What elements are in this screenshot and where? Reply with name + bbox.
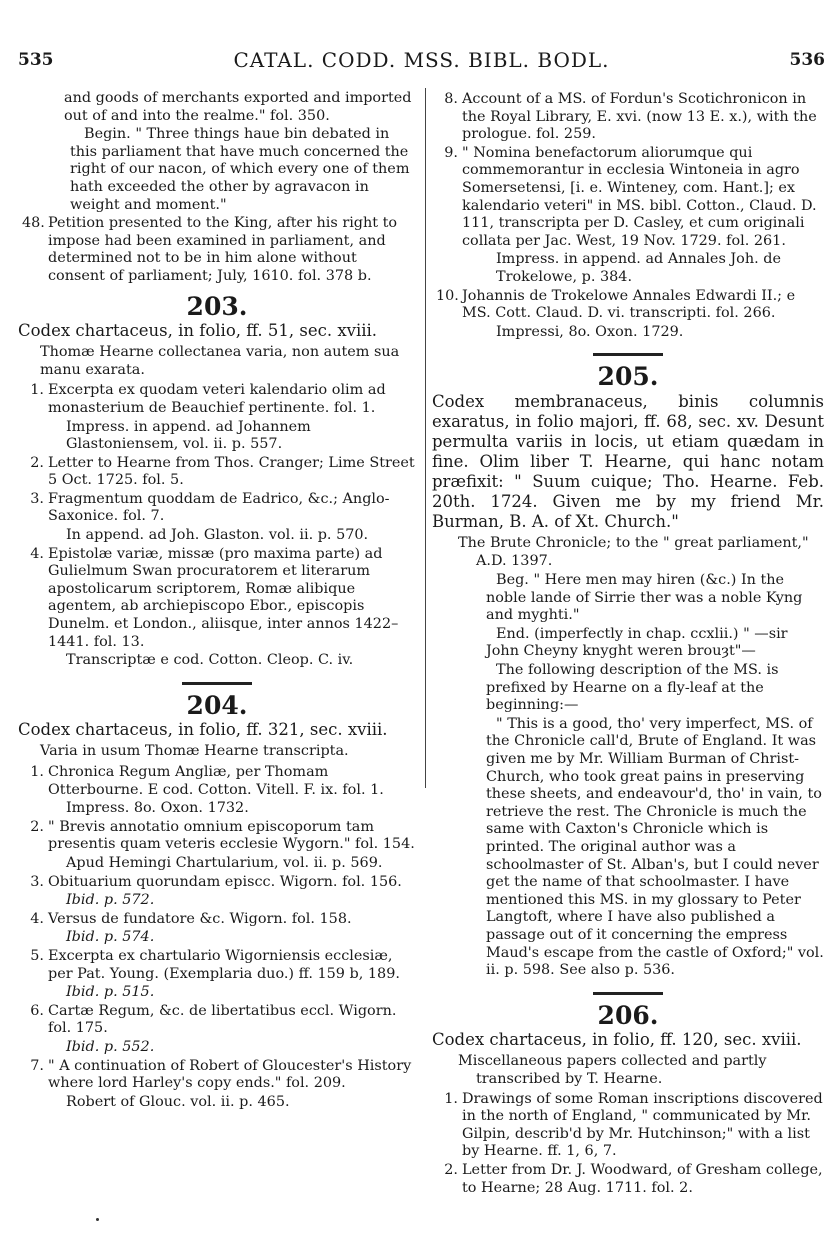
item-text: Drawings of some Roman inscriptions discovered in the north of England, " communicated by Mr. Gilpin, describ'd by Mr. Hutchinson;" with a list by Hearne. ff. 1, 6, 7.	[462, 1090, 823, 1160]
item-number: 1.	[444, 1090, 458, 1107]
item-text: Epistolæ variæ, missæ (pro maxima parte) ad Gulielmum Swan procuratorem et literarum apostolicarum scriptorem, Romæ alibique agentem, ab archiepiscopo Ebor., episcopis Dunelm. et London., aliisque, inter annos 1422–1441. fol. 13.	[48, 545, 399, 650]
item-text: Petition presented to the King, after his right to impose had been examined in parliament, and determined not to be in him alone without consent of parliament; July, 1610. fol. 378 b.	[48, 215, 398, 284]
entry-item	[18, 1003, 416, 1038]
item-text: Fragmentum quoddam de Eadrico, &c.; Anglo-Saxonice. fol. 7.	[48, 490, 390, 525]
item-number: 1.	[30, 764, 44, 780]
item-number: 2.	[30, 454, 44, 471]
item-note: Ibid. p. 572.	[66, 892, 155, 909]
codex-subject: Thomæ Hearne collectanea varia, non autem sua manu exarata.	[40, 344, 400, 378]
item-note: Ibid. p. 515.	[66, 984, 155, 1001]
codex-number: 204.	[186, 690, 248, 720]
item-note: In append. ad Joh. Glaston. vol. ii. p. 570.	[66, 527, 369, 544]
hearne-note: " This is a good, tho' very imperfect, MS. of the Chronicle call'd, Brute of England. It was given me by Mr. William Burman of Christ-Church, who took great pains in preserving these sheets, and endeavour'd, tho' in vain, to retrieve the rest. The Chronicle is much the same with Caxton's Chronicle which is printed. The original author was a schoolmaster of St. Alban's, but I could never get the name of that schoolmaster. I have mentioned this MS. in my glossary to Peter Langtoft, where I have also published a passage out of it concerning the empress Maud's escape from the castle of Oxford;" vol. ii. p. 598. See also p. 536.	[486, 715, 824, 979]
item-number: 3.	[30, 873, 44, 890]
entry-item	[432, 1162, 824, 1197]
item-number: 9.	[444, 144, 458, 161]
entry-item	[18, 455, 416, 490]
entry-item	[18, 948, 416, 983]
item-text: " Nomina benefactorum aliorumque qui commemorantur in ecclesia Wintoneia in agro Somersetensi, [i. e. Winteney, com. Hant.]; ex kalendario veteri" in MS. bibl. Cotton., Claud. D. 111, transcripta per D. Casley, et cum originali collata per Jac. West, 19 Nov. 1729. fol. 261.	[462, 144, 817, 249]
item-text: " A continuation of Robert of Gloucester's History where lord Harley's copy ends." fol. 209.	[48, 1057, 412, 1092]
entry-item	[18, 491, 416, 526]
section-rule	[182, 682, 252, 685]
item-note: Ibid. p. 552.	[66, 1038, 155, 1055]
continued-begin-quote: Begin. " Three things haue bin debated in this parliament that have much concerned the right of our nacon, of which every one of them hath exceeded the other by agravacon in weight and moment."	[70, 126, 410, 213]
entry-item	[18, 382, 416, 417]
page-number-right: 536	[789, 50, 825, 70]
entry-item	[432, 91, 824, 144]
item-number: 10.	[436, 287, 459, 304]
codex-subject: Varia in usum Thomæ Hearne transcripta.	[40, 743, 349, 760]
item-note: Transcriptæ e cod. Cotton. Cleop. C. iv.	[66, 652, 354, 669]
codex-subject: Miscellaneous papers collected and partly transcribed by T. Hearne.	[458, 1053, 767, 1087]
item-number: 2.	[444, 1161, 458, 1178]
codex-description: Codex membranaceus, binis columnis exaratus, in folio majori, ff. 68, sec. xv. Desunt permulta variis in locis, ut etiam quædam in fine. Olim liber T. Hearne, qui hanc notam præfixit: " Suum cuique; Tho. Hearne. Feb. 20th. 1724. Given me by my friend Mr. Burman, B. A. of Xt. Church."	[432, 391, 824, 531]
entry-item	[18, 911, 416, 929]
section-rule	[593, 992, 663, 995]
stray-mark	[96, 1218, 99, 1221]
item-text: Excerpta ex chartulario Wigorniensis ecclesiæ, per Pat. Young. (Exemplaria duo.) ff. 159 b, 189.	[48, 947, 400, 982]
item-number: 48.	[22, 215, 45, 232]
entry-item	[432, 1091, 824, 1161]
item-number: 8.	[444, 91, 458, 107]
entry-item	[18, 1058, 416, 1093]
item-text: Account of a MS. of Fordun's Scotichronicon in the Royal Library, E. xvi. (now 13 E. x.), with the prologue. fol. 259.	[462, 91, 817, 143]
item-text: Excerpta ex quodam veteri kalendario olim ad monasterium de Beauchief pertinente. fol. 1.	[48, 382, 386, 416]
item-number: 5.	[30, 947, 44, 964]
item-text: " Brevis annotatio omnium episcoporum tam presentis quam veteris ecclesie Wygorn." fol. 154.	[48, 818, 415, 853]
item-text: Letter from Dr. J. Woodward, of Gresham college, to Hearne; 28 Aug. 1711. fol. 2.	[462, 1161, 823, 1196]
item-text: Letter to Hearne from Thos. Cranger; Lime Street 5 Oct. 1725. fol. 5.	[48, 454, 415, 489]
item-number: 4.	[30, 545, 44, 562]
item-text: Obituarium quorundam episcc. Wigorn. fol. 156.	[48, 873, 402, 890]
item-note: Ibid. p. 574.	[66, 929, 155, 946]
item-note: Impress. in append. ad Annales Joh. de Trokelowe, p. 384.	[496, 251, 781, 285]
item-note: Impressi, 8o. Oxon. 1729.	[496, 323, 684, 340]
item-number: 4.	[30, 910, 44, 927]
entry-item	[18, 764, 416, 799]
item-text: Cartæ Regum, &c. de libertatibus eccl. Wigorn. fol. 175.	[48, 1002, 397, 1037]
item-number: 2.	[30, 818, 44, 835]
continued-text: and goods of merchants exported and imported out of and into the realme." fol. 350.	[64, 90, 412, 124]
column-divider	[425, 88, 426, 788]
entry-item	[18, 215, 416, 285]
page-number-left: 535	[18, 50, 54, 70]
beginning-incipit: Beg. " Here men may hiren (&c.) In the noble lande of Sirrie ther was a noble Kyng and myghti."	[486, 572, 803, 624]
section-rule	[593, 353, 663, 356]
entry-item	[432, 288, 824, 323]
item-note: Impress. in append. ad Johannem Glastoniensem, vol. ii. p. 557.	[66, 418, 311, 453]
ending-explicit: End. (imperfectly in chap. ccxlii.) " —sir John Cheyny knyght weren brouȝt"—	[486, 625, 788, 660]
item-number: 3.	[30, 490, 44, 507]
entry-item	[18, 874, 416, 892]
item-text: Johannis de Trokelowe Annales Edwardi II.; e MS. Cott. Claud. D. vi. transcripti. fol. 266.	[462, 287, 796, 322]
codex-number: 206.	[597, 1000, 659, 1030]
codex-number: 205.	[597, 362, 659, 392]
codex-description: Codex chartaceus, in folio, ff. 120, sec. xviii.	[432, 1030, 802, 1050]
right-column	[432, 90, 824, 1198]
entry-item	[18, 819, 416, 854]
entry-item	[432, 145, 824, 251]
item-number: 1.	[30, 382, 44, 399]
description-intro: The following description of the MS. is prefixed by Hearne on a fly-leaf at the beginning:—	[486, 662, 779, 714]
codex-items	[18, 764, 416, 1111]
item-number: 7.	[30, 1057, 44, 1074]
codex-subject: The Brute Chronicle; to the " great parliament," A.D. 1397.	[458, 534, 809, 569]
entry-item	[18, 546, 416, 652]
item-text: Chronica Regum Angliæ, per Thomam Otterbourne. E cod. Cotton. Vitell. F. ix. fol. 1.	[48, 764, 384, 798]
codex-description: Codex chartaceus, in folio, ff. 51, sec. xviii.	[18, 321, 378, 341]
running-title: CATAL. CODD. MSS. BIBL. BODL.	[233, 48, 610, 72]
codex-description: Codex chartaceus, in folio, ff. 321, sec. xviii.	[18, 720, 388, 740]
item-note: Impress. 8o. Oxon. 1732.	[66, 800, 249, 817]
left-column	[18, 90, 416, 1112]
running-header	[18, 48, 825, 74]
item-number: 6.	[30, 1002, 44, 1019]
item-text: Versus de fundatore &c. Wigorn. fol. 158.	[48, 910, 352, 927]
item-note: Robert of Glouc. vol. ii. p. 465.	[66, 1093, 290, 1110]
codex-number: 203.	[186, 291, 248, 321]
item-note: Apud Hemingi Chartularium, vol. ii. p. 569.	[66, 854, 383, 871]
codex-items	[18, 382, 416, 670]
